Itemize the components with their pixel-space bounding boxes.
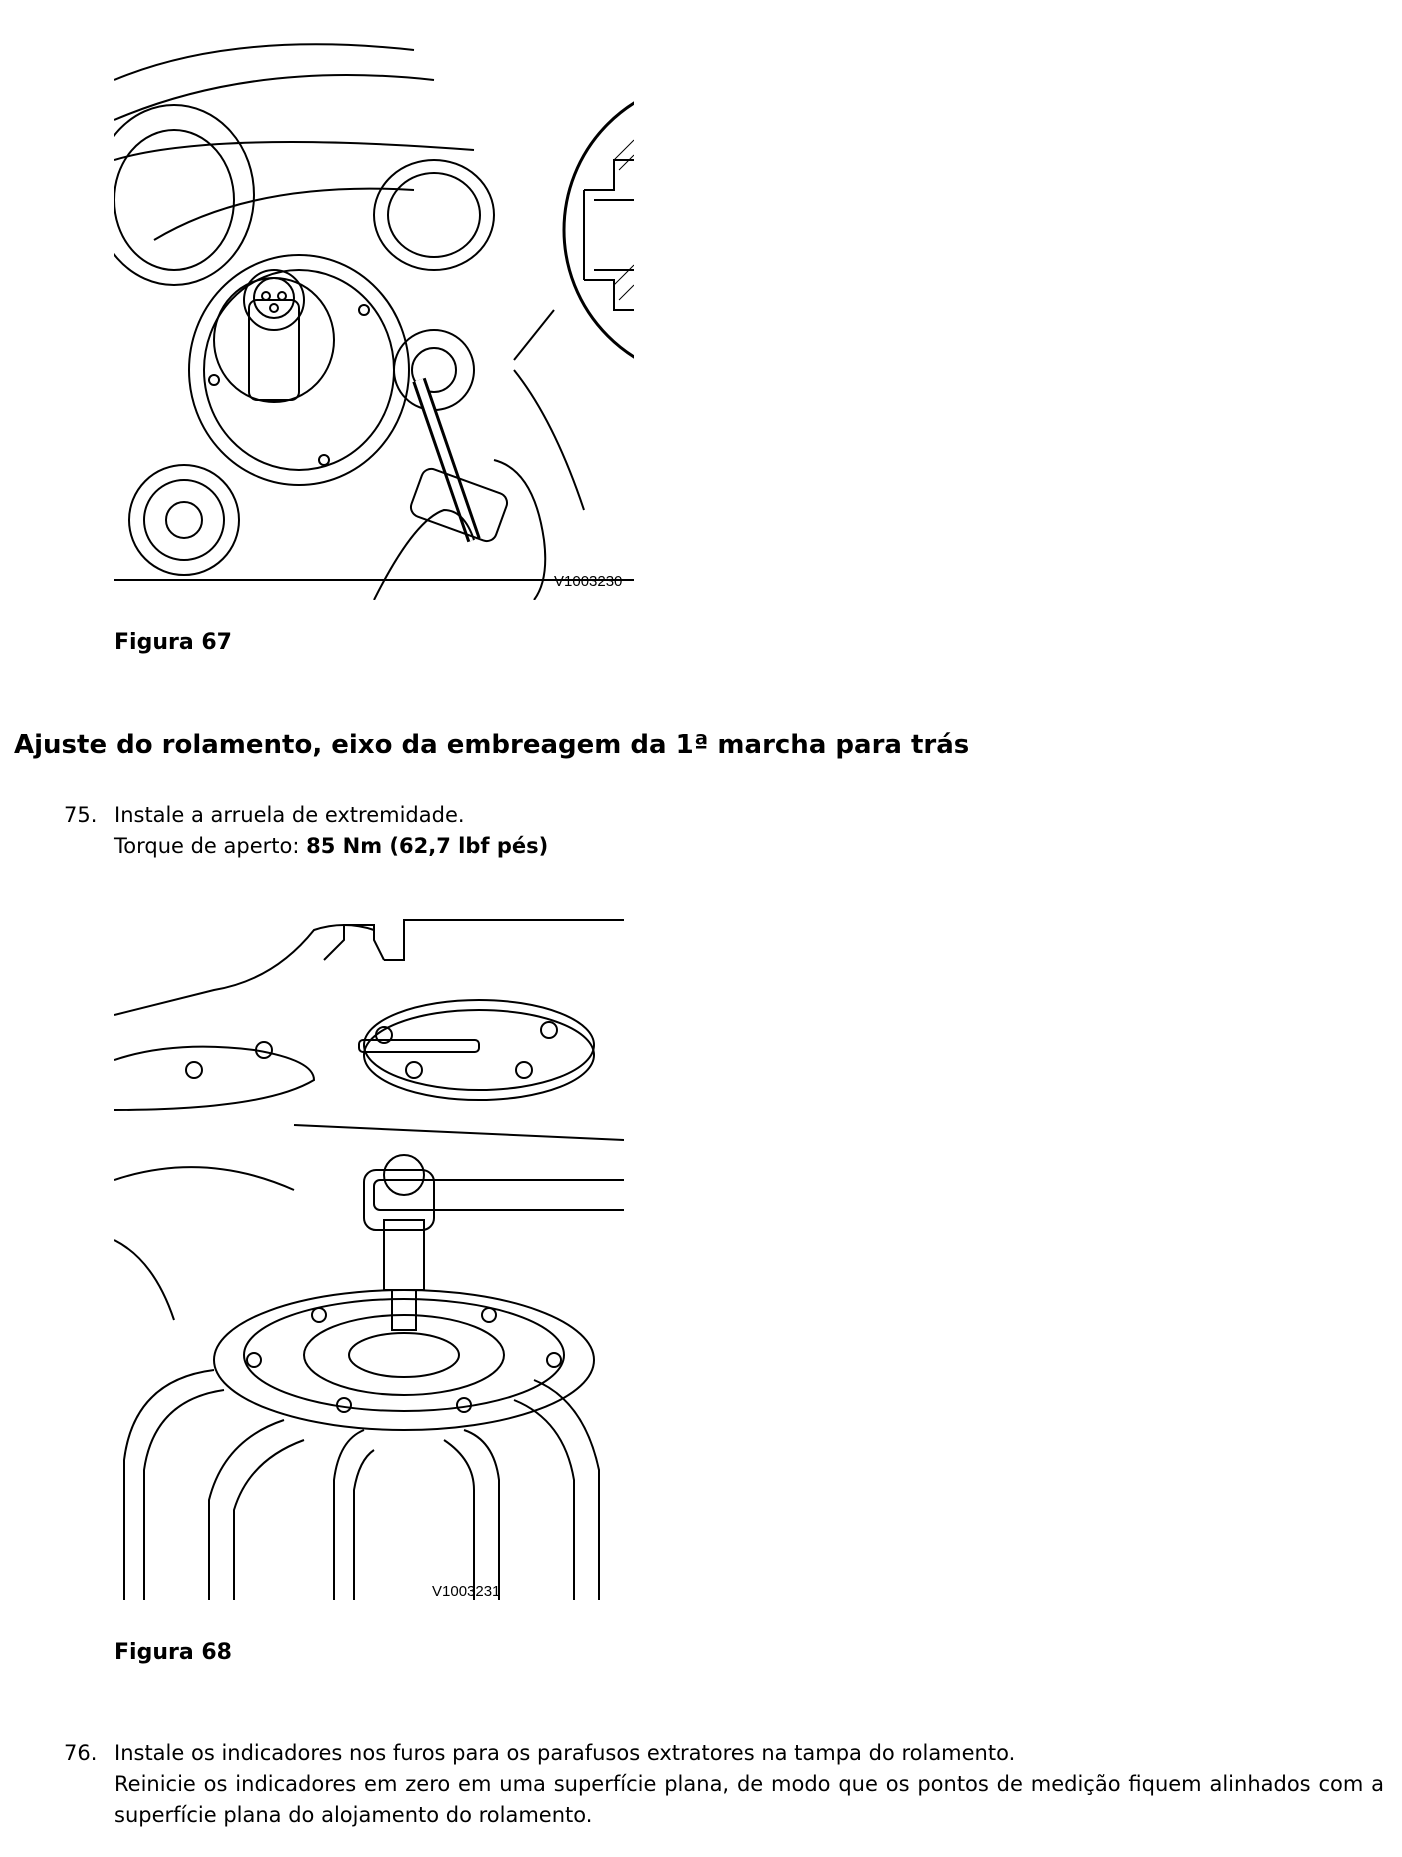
figure-68-caption: Figura 68 xyxy=(114,1640,232,1665)
section-heading: Ajuste do rolamento, eixo da embreagem da 1ª marcha para trás xyxy=(14,730,970,760)
step-75-number: 75. xyxy=(64,803,98,827)
figure-67-caption: Figura 67 xyxy=(114,630,232,655)
torque-value: 85 Nm (62,7 lbf pés) xyxy=(306,834,549,858)
step-76-text: Instale os indicadores nos furos para os parafusos extratores na tampa do rolamento. xyxy=(114,1741,1016,1765)
figure-68-code: V1003231 xyxy=(432,1583,501,1600)
step-76-number: 76. xyxy=(64,1741,98,1765)
torque-label: Torque de aperto: xyxy=(114,834,307,858)
step-75-text: Instale a arruela de extremidade. xyxy=(114,803,465,827)
step-75-torque xyxy=(114,831,548,862)
figure-67-code: V1003230 xyxy=(554,573,623,590)
figure-68-illustration xyxy=(114,900,624,1600)
step-76 xyxy=(64,1738,1384,1831)
step-75 xyxy=(64,800,548,862)
figure-67-illustration xyxy=(114,40,634,600)
step-76-detail: Reinicie os indicadores em zero em uma superfície plana, de modo que os pontos de medição fiquem alinhados com a superfície plana do alojamento do rolamento. xyxy=(114,1772,1384,1827)
